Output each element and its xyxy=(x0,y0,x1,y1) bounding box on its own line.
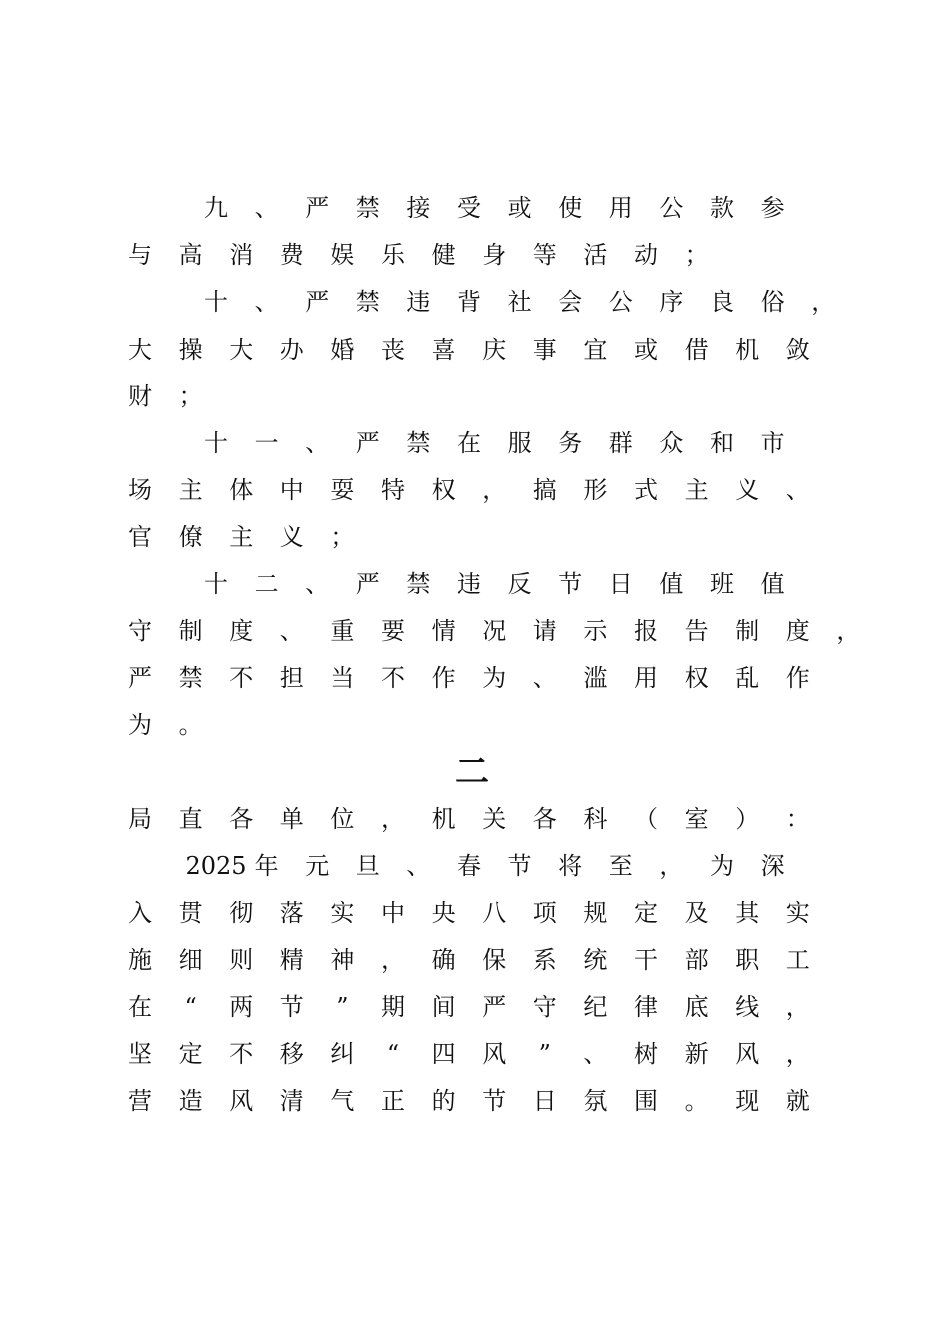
text-char: 敛 xyxy=(785,336,810,364)
text-char: 事 xyxy=(532,336,557,364)
text-char: 日 xyxy=(608,570,633,598)
text-char: 坚 xyxy=(128,1040,152,1068)
text-char: 十 xyxy=(204,429,228,457)
text-char: 确 xyxy=(431,946,456,974)
text-char: 娱 xyxy=(330,241,355,269)
text-char: 禁 xyxy=(406,570,431,598)
text-char: 高 xyxy=(178,241,203,269)
text-char: 度 xyxy=(785,617,810,645)
text-char: 特 xyxy=(381,476,405,504)
text-char: 、 xyxy=(305,570,330,598)
text-char: 营 xyxy=(128,1087,152,1115)
text-char: 活 xyxy=(583,241,608,269)
text-char: 定 xyxy=(178,1040,203,1068)
text-char: 式 xyxy=(634,476,658,504)
text-char: 受 xyxy=(457,194,481,222)
text-line xyxy=(0,330,950,370)
text-char: 定 xyxy=(634,899,658,927)
text-char: 不 xyxy=(229,664,254,692)
text-char: 十 xyxy=(204,570,228,598)
text-char: 节 xyxy=(279,993,304,1021)
text-line xyxy=(0,188,950,228)
text-char: 树 xyxy=(634,1040,658,1068)
text-char: 背 xyxy=(457,288,481,316)
text-char: 线 xyxy=(735,993,760,1021)
text-char: ， xyxy=(381,805,405,833)
text-char: ， xyxy=(381,946,405,974)
text-char: ； xyxy=(684,241,709,269)
text-char: 精 xyxy=(279,946,304,974)
text-char: 消 xyxy=(229,241,254,269)
text-char: 、 xyxy=(785,476,810,504)
text-char: 禁 xyxy=(178,664,203,692)
text-char: 主 xyxy=(229,523,254,551)
text-line xyxy=(0,846,950,886)
text-char: 年 xyxy=(254,852,279,880)
text-char: 主 xyxy=(178,476,203,504)
text-char: 正 xyxy=(381,1087,405,1115)
text-char: ” xyxy=(538,1040,551,1068)
text-char: 场 xyxy=(128,476,152,504)
text-char: 僚 xyxy=(178,523,203,551)
text-line xyxy=(0,940,950,980)
text-char: 深 xyxy=(760,852,785,880)
text-char: 请 xyxy=(532,617,557,645)
text-char: 款 xyxy=(710,194,734,222)
text-char: 中 xyxy=(381,899,405,927)
text-char: 值 xyxy=(659,570,684,598)
text-line xyxy=(0,893,950,933)
text-char: 务 xyxy=(558,429,583,457)
text-line xyxy=(0,517,950,557)
text-char: 滥 xyxy=(583,664,608,692)
text-char: 各 xyxy=(532,805,557,833)
text-char: 操 xyxy=(178,336,203,364)
text-char: 、 xyxy=(532,664,557,692)
text-char: 情 xyxy=(431,617,456,645)
text-char: 会 xyxy=(558,288,583,316)
text-char: 清 xyxy=(279,1087,304,1115)
text-char: ； xyxy=(330,523,355,551)
text-char: 2025 xyxy=(185,852,247,880)
text-char: ， xyxy=(785,1040,810,1068)
text-char: 入 xyxy=(128,899,152,927)
text-char: 实 xyxy=(330,899,355,927)
text-char: ， xyxy=(785,993,810,1021)
text-char: 日 xyxy=(532,1087,557,1115)
text-char: 要 xyxy=(381,617,405,645)
text-char: 元 xyxy=(305,852,330,880)
text-char: 细 xyxy=(178,946,203,974)
text-char: 的 xyxy=(431,1087,456,1115)
section-heading: 二 xyxy=(455,752,489,792)
text-char: 宜 xyxy=(583,336,608,364)
text-char: 担 xyxy=(279,664,304,692)
text-char: 或 xyxy=(507,194,532,222)
text-char: 项 xyxy=(532,899,557,927)
text-char: ： xyxy=(785,805,810,833)
text-char: 间 xyxy=(431,993,456,1021)
text-line xyxy=(0,423,950,463)
text-line xyxy=(0,470,950,510)
text-char: 权 xyxy=(431,476,456,504)
text-char: ； xyxy=(178,382,203,410)
text-char: 大 xyxy=(229,336,254,364)
text-char: 位 xyxy=(330,805,355,833)
text-char: ， xyxy=(482,476,507,504)
text-char: 底 xyxy=(684,993,709,1021)
text-char: 机 xyxy=(431,805,456,833)
text-char: 、 xyxy=(254,194,279,222)
text-char: 制 xyxy=(178,617,203,645)
text-char: 严 xyxy=(355,570,380,598)
text-char: ） xyxy=(735,805,760,833)
text-char: 室 xyxy=(684,805,709,833)
text-char: 两 xyxy=(229,993,254,1021)
text-char: 、 xyxy=(279,617,304,645)
text-line xyxy=(0,235,950,275)
text-line xyxy=(0,987,950,1027)
text-char: 用 xyxy=(634,664,658,692)
text-char: 系 xyxy=(532,946,557,974)
text-char: 作 xyxy=(785,664,810,692)
text-char: 社 xyxy=(507,288,532,316)
text-line xyxy=(0,282,950,322)
text-char: 九 xyxy=(204,194,228,222)
text-char: 俗 xyxy=(760,288,785,316)
text-char: 用 xyxy=(608,194,633,222)
text-char: 风 xyxy=(229,1087,254,1115)
text-char: 耍 xyxy=(330,476,355,504)
text-char: 。 xyxy=(178,711,203,739)
text-char: 公 xyxy=(608,288,633,316)
text-char: 统 xyxy=(583,946,608,974)
text-char: ” xyxy=(336,993,349,1021)
text-char: 办 xyxy=(279,336,304,364)
text-char: 在 xyxy=(128,993,152,1021)
text-char: 及 xyxy=(684,899,709,927)
text-char: 序 xyxy=(659,288,684,316)
text-char: 参 xyxy=(760,194,785,222)
text-char: 严 xyxy=(128,664,152,692)
text-line xyxy=(0,799,950,839)
text-char: ， xyxy=(811,288,836,316)
text-char: 严 xyxy=(305,194,330,222)
text-char: 官 xyxy=(128,523,152,551)
text-char: 主 xyxy=(684,476,709,504)
text-char: 乐 xyxy=(381,241,405,269)
text-char: 、 xyxy=(254,288,279,316)
text-char: 工 xyxy=(785,946,810,974)
text-char: 为 xyxy=(128,711,152,739)
text-char: 、 xyxy=(406,852,431,880)
text-char: 律 xyxy=(634,993,658,1021)
text-char: （ xyxy=(634,805,658,833)
text-char: 旦 xyxy=(355,852,380,880)
text-char: 服 xyxy=(507,429,532,457)
text-char: 婚 xyxy=(330,336,355,364)
text-char: 部 xyxy=(684,946,709,974)
text-char: 费 xyxy=(279,241,304,269)
text-char: 健 xyxy=(431,241,456,269)
text-char: 义 xyxy=(279,523,304,551)
text-char: “ xyxy=(386,1040,400,1068)
text-char: 守 xyxy=(128,617,152,645)
text-char: 等 xyxy=(532,241,557,269)
text-char: 单 xyxy=(279,805,304,833)
text-char: 喜 xyxy=(431,336,456,364)
text-char: 在 xyxy=(457,429,481,457)
text-char: 为 xyxy=(710,852,734,880)
text-line xyxy=(0,705,950,745)
text-char: 违 xyxy=(406,288,431,316)
text-char: 庆 xyxy=(482,336,507,364)
text-char: 施 xyxy=(128,946,152,974)
text-char: 保 xyxy=(482,946,507,974)
text-char: 移 xyxy=(279,1040,304,1068)
text-line xyxy=(0,564,950,604)
text-char: 气 xyxy=(330,1087,355,1115)
text-char: 其 xyxy=(735,899,760,927)
text-char: 不 xyxy=(229,1040,254,1068)
text-line xyxy=(0,1081,950,1121)
text-char: 制 xyxy=(735,617,760,645)
text-char: 报 xyxy=(634,617,658,645)
text-char: 况 xyxy=(482,617,507,645)
text-char: 禁 xyxy=(355,194,380,222)
text-char: 新 xyxy=(684,1040,709,1068)
text-char: 或 xyxy=(634,336,658,364)
text-char: 守 xyxy=(532,993,557,1021)
text-char: 动 xyxy=(634,241,658,269)
text-char: 二 xyxy=(254,570,279,598)
text-char: 现 xyxy=(735,1087,760,1115)
text-char: 度 xyxy=(229,617,254,645)
text-char: 神 xyxy=(330,946,355,974)
text-char: 丧 xyxy=(381,336,405,364)
text-char: 值 xyxy=(760,570,785,598)
text-char: 贯 xyxy=(178,899,203,927)
text-char: 十 xyxy=(204,288,228,316)
text-char: 实 xyxy=(785,899,810,927)
text-char: 。 xyxy=(684,1087,709,1115)
text-char: 使 xyxy=(558,194,583,222)
text-char: 风 xyxy=(735,1040,760,1068)
text-char: 造 xyxy=(178,1087,203,1115)
text-char: 班 xyxy=(710,570,734,598)
text-char: ， xyxy=(659,852,684,880)
text-char: 机 xyxy=(735,336,760,364)
text-char: 重 xyxy=(330,617,355,645)
text-char: 公 xyxy=(659,194,684,222)
text-char: 严 xyxy=(482,993,507,1021)
text-char: 科 xyxy=(583,805,608,833)
text-char: 就 xyxy=(785,1087,810,1115)
text-char: 至 xyxy=(608,852,633,880)
text-char: 各 xyxy=(229,805,254,833)
text-char: 告 xyxy=(684,617,709,645)
text-char: 纪 xyxy=(583,993,608,1021)
text-char: 落 xyxy=(279,899,304,927)
text-line xyxy=(0,1034,950,1074)
text-char: 节 xyxy=(558,570,583,598)
text-char: 四 xyxy=(431,1040,456,1068)
text-char: 一 xyxy=(254,429,279,457)
text-char: 身 xyxy=(482,241,507,269)
text-char: ， xyxy=(836,617,861,645)
text-char: 财 xyxy=(128,382,152,410)
text-line xyxy=(0,611,950,651)
text-char: 为 xyxy=(482,664,507,692)
text-char: 将 xyxy=(558,852,583,880)
text-char: 反 xyxy=(507,570,532,598)
text-char: 作 xyxy=(431,664,456,692)
text-char: 义 xyxy=(735,476,760,504)
text-char: 干 xyxy=(634,946,658,974)
text-char: 直 xyxy=(178,805,203,833)
text-char: 彻 xyxy=(229,899,254,927)
text-char: 不 xyxy=(381,664,405,692)
text-char: 则 xyxy=(229,946,254,974)
text-char: 氛 xyxy=(583,1087,608,1115)
text-char: 职 xyxy=(735,946,760,974)
text-char: 形 xyxy=(583,476,608,504)
text-char: 体 xyxy=(229,476,254,504)
text-char: 中 xyxy=(279,476,304,504)
text-char: 节 xyxy=(507,852,532,880)
text-char: “ xyxy=(184,993,197,1021)
text-char: 局 xyxy=(128,805,152,833)
text-char: 群 xyxy=(608,429,633,457)
text-char: 节 xyxy=(482,1087,507,1115)
text-char: 春 xyxy=(457,852,481,880)
text-char: 良 xyxy=(710,288,734,316)
text-char: 禁 xyxy=(406,429,431,457)
text-char: 接 xyxy=(406,194,431,222)
text-char: 、 xyxy=(305,429,330,457)
text-char: 风 xyxy=(482,1040,507,1068)
text-char: 搞 xyxy=(532,476,557,504)
text-char: 关 xyxy=(482,805,507,833)
text-char: 当 xyxy=(330,664,355,692)
text-char: 违 xyxy=(457,570,481,598)
text-char: 众 xyxy=(659,429,684,457)
text-char: 乱 xyxy=(735,664,760,692)
text-char: 禁 xyxy=(355,288,380,316)
text-char: 规 xyxy=(583,899,608,927)
text-char: 与 xyxy=(128,241,152,269)
text-char: 示 xyxy=(583,617,608,645)
text-char: 和 xyxy=(710,429,734,457)
text-char: 期 xyxy=(381,993,405,1021)
text-char: 借 xyxy=(684,336,709,364)
text-line xyxy=(0,376,950,416)
text-char: 权 xyxy=(684,664,709,692)
text-char: 、 xyxy=(583,1040,608,1068)
text-char: 八 xyxy=(482,899,507,927)
text-char: 大 xyxy=(128,336,152,364)
text-line xyxy=(0,658,950,698)
text-char: 严 xyxy=(305,288,330,316)
text-char: 央 xyxy=(431,899,456,927)
text-char: 围 xyxy=(634,1087,658,1115)
text-char: 严 xyxy=(355,429,380,457)
text-char: 纠 xyxy=(330,1040,355,1068)
text-char: 市 xyxy=(760,429,785,457)
